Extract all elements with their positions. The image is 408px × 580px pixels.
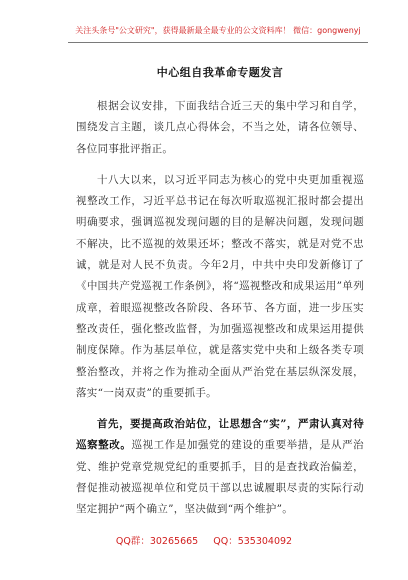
footer-qq-group: QQ群：30265665 bbox=[115, 536, 199, 547]
document-title: 中心组自我革命专题发言 bbox=[156, 66, 284, 79]
paragraph-intro: 根据会议安排，下面我结合近三天的集中学习和自学，围绕发言主题，谈几点心得体会，不当之处，请各位领导、各位同事批评指正。 bbox=[76, 100, 364, 155]
document-body bbox=[76, 60, 364, 530]
footer-contact bbox=[0, 533, 408, 547]
paragraph-text: 巡视工作是加强党的建设的重要举措，是从严治党、维护党章党规党纪的重要抓手，目的是查找政治偏差，督促推动被巡视单位和党员干部以忠诚履职尽责的实际行动坚定拥护“两个确立”，坚决做到“两个维护”。 bbox=[76, 439, 364, 516]
header-divider bbox=[68, 42, 368, 43]
paragraph-lead: 首先，要提高政治站位，让思想含“实”，严肃认真对待巡察整改。 bbox=[76, 418, 364, 452]
header-banner: 关注头条号"公文研究"，获得最新最全最专业的公文资料库！ 微信：gongwenyj bbox=[75, 26, 361, 35]
footer-qq: QQ：535304092 bbox=[213, 536, 293, 547]
paragraph-first-point bbox=[76, 414, 364, 520]
paragraph-background: 十八大以来，以习近平同志为核心的党中央更加重视巡视整改工作，习近平总书记在每次听取巡视汇报时都会提出明确要求，强调巡视发现问题的目的是解决问题，发现问题不解决，比不巡视的效果还坏；整改不落实，就是对党不忠诚，就是对人民不负责。今年2月，中共中央印发新修订了《中国共产党巡视工作条例》，将“巡视整改和成果运用”单列成章，着眼巡视整改各阶段、各环节、各方面，进一步压实整改责任，强化整改监督，为加强巡视整改和成果运用提供制度保障。作为基层单位，就是落实党中央和上级各类专项整治整改，并将之作为推动全面从严治党在基层纵深发展，落实“一岗双责”的重要抓手。 bbox=[76, 173, 364, 399]
